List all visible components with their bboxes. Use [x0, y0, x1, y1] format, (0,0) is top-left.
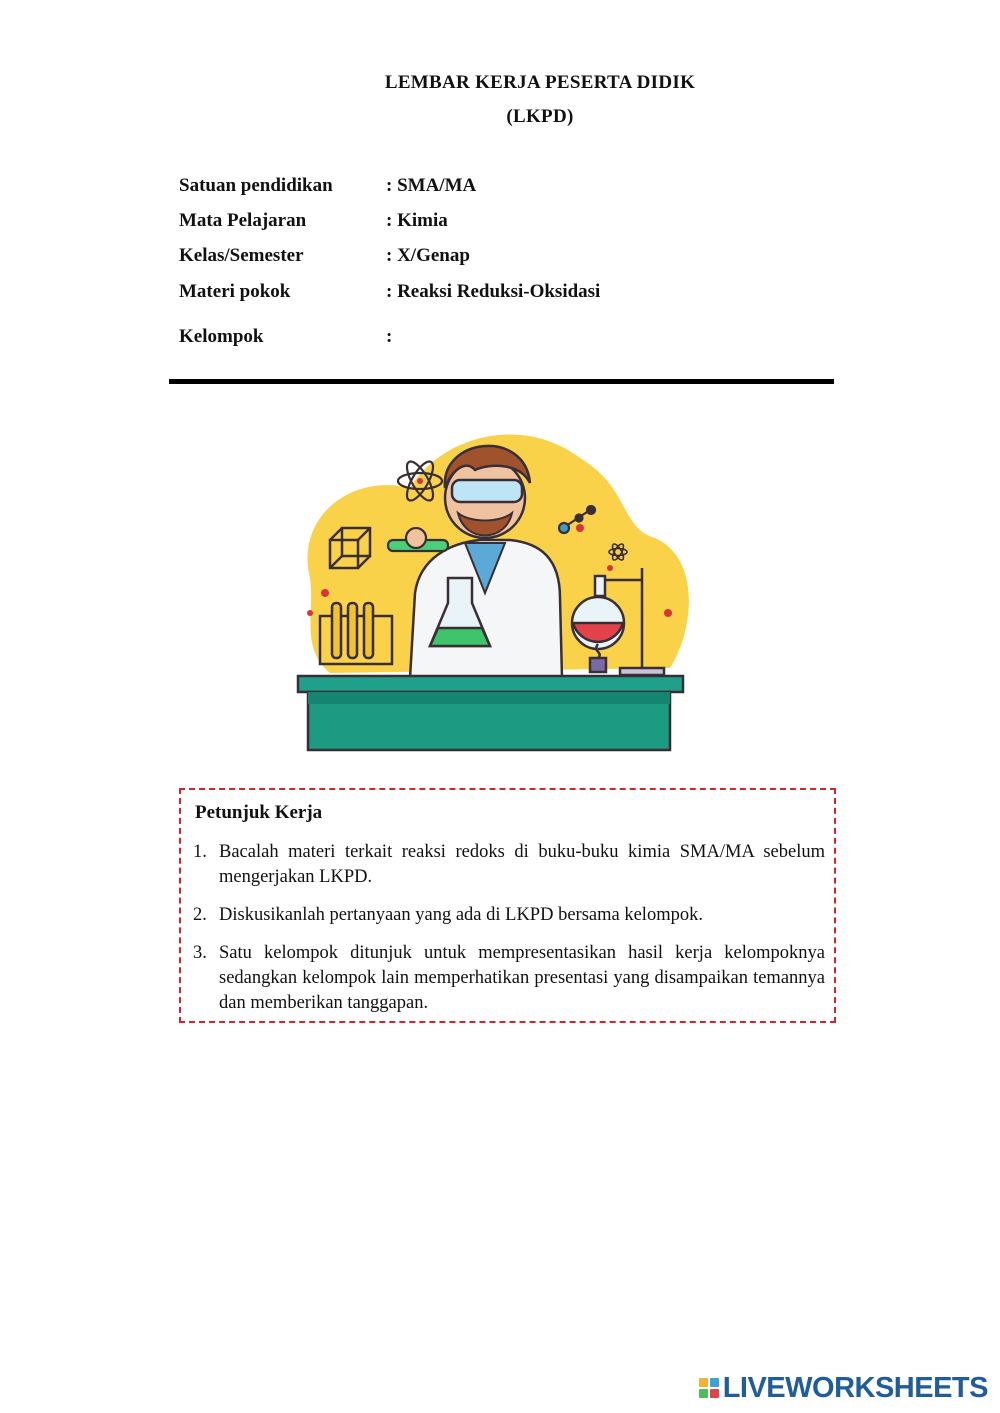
decor-dot	[321, 589, 329, 597]
instruction-text: Bacalah materi terkait reaksi redoks di buku-buku kimia SMA/MA sebelum mengerjakan LKPD.	[219, 842, 825, 887]
info-value: : X/Genap	[386, 245, 470, 266]
info-label: Materi pokok	[179, 281, 291, 302]
lab-bench	[298, 676, 683, 750]
instruction-item	[193, 903, 825, 928]
info-value: : Kimia	[386, 210, 448, 231]
instruction-number: 3.	[193, 943, 207, 963]
info-label: Mata Pelajaran	[179, 210, 307, 231]
liveworksheets-brand[interactable]	[699, 1372, 988, 1404]
kelompok-input[interactable]: :	[386, 326, 393, 347]
document-title: LEMBAR KERJA PESERTA DIDIK	[384, 72, 696, 93]
instruction-text: Diskusikanlah pertanyaan yang ada di LKPD bersama kelompok.	[219, 905, 703, 925]
instruction-number: 1.	[193, 842, 207, 862]
info-value: : Reaksi Reduksi-Oksidasi	[386, 281, 601, 302]
instructions-list	[193, 840, 825, 1029]
decor-dot	[307, 610, 313, 616]
instruction-text: Satu kelompok ditunjuk untuk mempresentasikan hasil kerja kelompoknya sedangkan kelompok lain memperhatikan presentasi yang disampaikan temannya dan memberikan tanggapan.	[219, 943, 825, 1013]
info-label: Kelas/Semester	[179, 245, 304, 266]
divider-rule	[169, 379, 834, 384]
document-subtitle: (LKPD)	[506, 106, 574, 127]
info-label: Satuan pendidikan	[179, 175, 333, 196]
brand-name: LIVEWORKSHEETS	[722, 1371, 988, 1404]
decor-dot	[576, 524, 584, 532]
info-value: : SMA/MA	[386, 175, 477, 196]
scientist-lab-illustration	[290, 418, 700, 758]
info-label: Kelompok	[179, 326, 264, 347]
instruction-item	[193, 840, 825, 890]
decor-dot	[664, 609, 672, 617]
instructions-box	[179, 788, 836, 1023]
instructions-title: Petunjuk Kerja	[195, 802, 323, 823]
liveworksheets-logo-icon	[699, 1378, 719, 1398]
instruction-item	[193, 941, 825, 1016]
decor-dot	[607, 565, 613, 571]
instruction-number: 2.	[193, 905, 207, 925]
